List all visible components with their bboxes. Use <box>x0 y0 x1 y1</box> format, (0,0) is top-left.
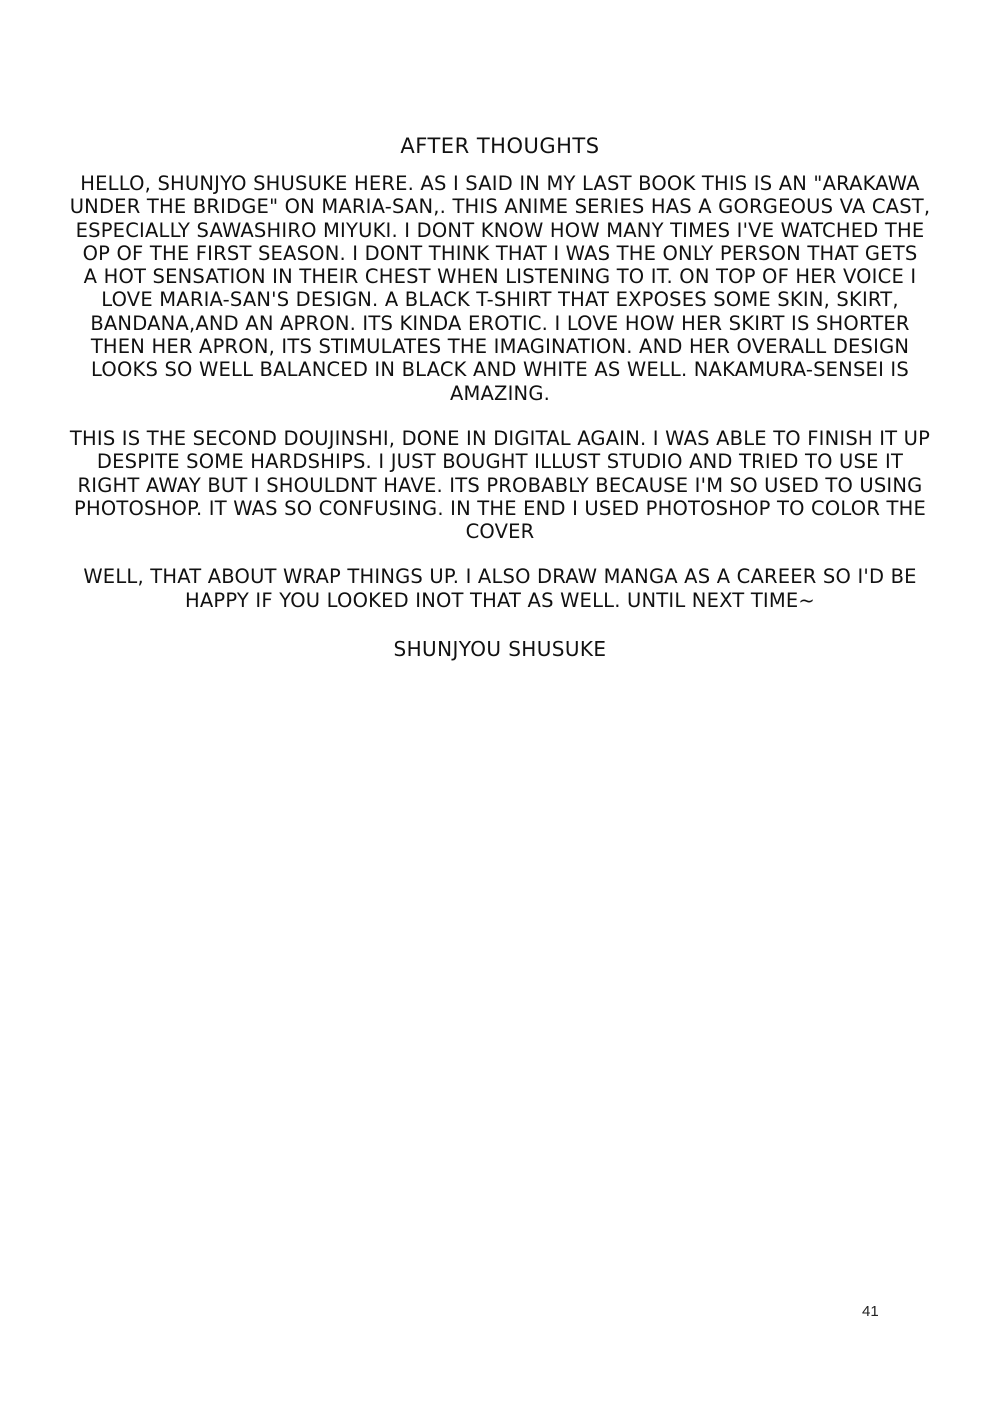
paragraph-1 <box>30 172 970 405</box>
paragraph-line: DESPITE SOME HARDSHIPS. I JUST BOUGHT ILLUST STUDIO AND TRIED TO USE IT <box>96 450 904 474</box>
paragraph-3 <box>30 565 970 612</box>
paragraph-line: OP OF THE FIRST SEASON. I DONT THINK THAT I WAS THE ONLY PERSON THAT GETS <box>82 241 918 265</box>
page-number: 41 <box>862 1303 879 1320</box>
paragraph-line: HELLO, SHUNJYO SHUSUKE HERE. AS I SAID IN MY LAST BOOK THIS IS AN "ARAKAWA <box>80 172 920 195</box>
afterword-text-block <box>30 130 970 664</box>
author-signature: SHUNJYOU SHUSUKE <box>393 637 607 662</box>
paragraph-line: PHOTOSHOP. IT WAS SO CONFUSING. IN THE END I USED PHOTOSHOP TO COLOR THE <box>74 496 926 520</box>
paragraph-line: RIGHT AWAY BUT I SHOULDNT HAVE. ITS PROBABLY BECAUSE I'M SO USED TO USING <box>77 473 923 497</box>
paragraph-line: A HOT SENSATION IN THEIR CHEST WHEN LISTENING TO IT. ON TOP OF HER VOICE I <box>83 265 917 289</box>
paragraph-line: UNDER THE BRIDGE" ON MARIA-SAN,. THIS ANIME SERIES HAS A GORGEOUS VA CAST, <box>69 195 931 219</box>
paragraph-line: COVER <box>465 520 535 544</box>
paragraph-line: WELL, THAT ABOUT WRAP THINGS UP. I ALSO DRAW MANGA AS A CAREER SO I'D BE <box>83 565 917 589</box>
paragraph-line: BANDANA,AND AN APRON. ITS KINDA EROTIC. I LOVE HOW HER SKIRT IS SHORTER <box>90 311 910 335</box>
paragraph-line: HAPPY IF YOU LOOKED INOT THAT AS WELL. UNTIL NEXT TIME~ <box>185 588 815 612</box>
paragraph-line: THEN HER APRON, ITS STIMULATES THE IMAGINATION. AND HER OVERALL DESIGN <box>90 335 910 359</box>
paragraph-line: ESPECIALLY SAWASHIRO MIYUKI. I DONT KNOW HOW MANY TIMES I'VE WATCHED THE <box>75 218 925 242</box>
paragraph-line: AMAZING. <box>449 381 551 405</box>
paragraph-line: THIS IS THE SECOND DOUJINSHI, DONE IN DIGITAL AGAIN. I WAS ABLE TO FINISH IT UP <box>69 426 931 450</box>
paragraph-line: LOVE MARIA-SAN'S DESIGN. A BLACK T-SHIRT THAT EXPOSES SOME SKIN, SKIRT, <box>101 288 899 312</box>
paragraph-line: LOOKS SO WELL BALANCED IN BLACK AND WHITE AS WELL. NAKAMURA-SENSEI IS <box>91 358 909 382</box>
page-title: AFTER THOUGHTS <box>400 134 600 158</box>
paragraph-2 <box>30 427 970 543</box>
